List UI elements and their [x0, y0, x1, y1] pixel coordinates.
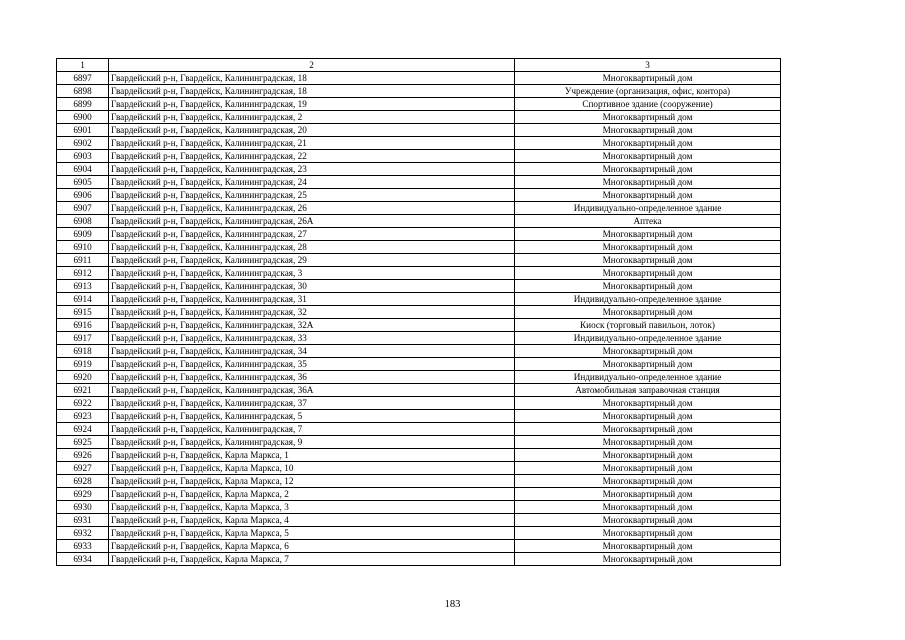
- address-cell: Гвардейский р-н, Гвардейск, Карла Маркса, 4: [109, 514, 515, 527]
- building-type-cell: Многоквартирный дом: [515, 462, 781, 475]
- row-number-cell: 6933: [57, 540, 109, 553]
- row-number-cell: 6931: [57, 514, 109, 527]
- address-cell: Гвардейский р-н, Гвардейск, Калининградская, 32: [109, 306, 515, 319]
- address-cell: Гвардейский р-н, Гвардейск, Калининградская, 26: [109, 202, 515, 215]
- row-number-cell: 6905: [57, 176, 109, 189]
- address-cell: Гвардейский р-н, Гвардейск, Калининградская, 33: [109, 332, 515, 345]
- building-type-cell: Многоквартирный дом: [515, 241, 781, 254]
- address-cell: Гвардейский р-н, Гвардейск, Калининградская, 34: [109, 345, 515, 358]
- buildings-table: [56, 58, 781, 566]
- address-cell: Гвардейский р-н, Гвардейск, Калининградская, 36А: [109, 384, 515, 397]
- table-row: [57, 163, 781, 176]
- table-row: [57, 306, 781, 319]
- building-type-cell: Многоквартирный дом: [515, 358, 781, 371]
- building-type-cell: Многоквартирный дом: [515, 254, 781, 267]
- building-type-cell: Многоквартирный дом: [515, 527, 781, 540]
- address-cell: Гвардейский р-н, Гвардейск, Карла Маркса, 1: [109, 449, 515, 462]
- row-number-cell: 6897: [57, 72, 109, 85]
- building-type-cell: Многоквартирный дом: [515, 410, 781, 423]
- row-number-cell: 6907: [57, 202, 109, 215]
- table-row: [57, 462, 781, 475]
- table-row: [57, 280, 781, 293]
- table-row: [57, 319, 781, 332]
- address-cell: Гвардейский р-н, Гвардейск, Карла Маркса, 12: [109, 475, 515, 488]
- address-cell: Гвардейский р-н, Гвардейск, Калининградская, 30: [109, 280, 515, 293]
- row-number-cell: 6925: [57, 436, 109, 449]
- building-type-cell: Многоквартирный дом: [515, 267, 781, 280]
- table-row: [57, 501, 781, 514]
- row-number-cell: 6914: [57, 293, 109, 306]
- address-cell: Гвардейский р-н, Гвардейск, Калининградская, 35: [109, 358, 515, 371]
- header-row: [57, 59, 781, 72]
- row-number-cell: 6927: [57, 462, 109, 475]
- address-cell: Гвардейский р-н, Гвардейск, Калининградская, 37: [109, 397, 515, 410]
- building-type-cell: Индивидуально-определенное здание: [515, 293, 781, 306]
- building-type-cell: Многоквартирный дом: [515, 397, 781, 410]
- table-row: [57, 514, 781, 527]
- table-row: [57, 189, 781, 202]
- table-row: [57, 553, 781, 566]
- building-type-cell: Многоквартирный дом: [515, 137, 781, 150]
- address-cell: Гвардейский р-н, Гвардейск, Калининградская, 27: [109, 228, 515, 241]
- table-row: [57, 111, 781, 124]
- building-type-cell: Многоквартирный дом: [515, 163, 781, 176]
- table-row: [57, 436, 781, 449]
- page-number: 183: [444, 599, 461, 610]
- building-type-cell: Многоквартирный дом: [515, 124, 781, 137]
- table-row: [57, 72, 781, 85]
- building-type-cell: Многоквартирный дом: [515, 72, 781, 85]
- building-type-cell: Автомобильная заправочная станция: [515, 384, 781, 397]
- row-number-cell: 6906: [57, 189, 109, 202]
- building-type-cell: Киоск (торговый павильон, лоток): [515, 319, 781, 332]
- row-number-cell: 6911: [57, 254, 109, 267]
- row-number-cell: 6919: [57, 358, 109, 371]
- row-number-cell: 6904: [57, 163, 109, 176]
- row-number-cell: 6899: [57, 98, 109, 111]
- address-cell: Гвардейский р-н, Гвардейск, Карла Маркса, 5: [109, 527, 515, 540]
- table-row: [57, 254, 781, 267]
- address-cell: Гвардейский р-н, Гвардейск, Калининградская, 25: [109, 189, 515, 202]
- address-cell: Гвардейский р-н, Гвардейск, Карла Маркса, 2: [109, 488, 515, 501]
- address-cell: Гвардейский р-н, Гвардейск, Калининградская, 21: [109, 137, 515, 150]
- building-type-cell: Многоквартирный дом: [515, 475, 781, 488]
- table-row: [57, 332, 781, 345]
- building-type-cell: Спортивное здание (сооружение): [515, 98, 781, 111]
- row-number-cell: 6898: [57, 85, 109, 98]
- address-cell: Гвардейский р-н, Гвардейск, Калининградская, 3: [109, 267, 515, 280]
- address-cell: Гвардейский р-н, Гвардейск, Карла Маркса, 6: [109, 540, 515, 553]
- building-type-cell: Многоквартирный дом: [515, 306, 781, 319]
- building-type-cell: Многоквартирный дом: [515, 501, 781, 514]
- table-row: [57, 293, 781, 306]
- building-type-cell: Многоквартирный дом: [515, 449, 781, 462]
- table-row: [57, 124, 781, 137]
- address-cell: Гвардейский р-н, Гвардейск, Карла Маркса, 10: [109, 462, 515, 475]
- row-number-cell: 6923: [57, 410, 109, 423]
- table-row: [57, 423, 781, 436]
- address-cell: Гвардейский р-н, Гвардейск, Калининградская, 20: [109, 124, 515, 137]
- table-row: [57, 345, 781, 358]
- row-number-cell: 6924: [57, 423, 109, 436]
- address-cell: Гвардейский р-н, Гвардейск, Калининградская, 28: [109, 241, 515, 254]
- address-cell: Гвардейский р-н, Гвардейск, Калининградская, 31: [109, 293, 515, 306]
- address-cell: Гвардейский р-н, Гвардейск, Калининградская, 18: [109, 72, 515, 85]
- address-cell: Гвардейский р-н, Гвардейск, Калининградская, 36: [109, 371, 515, 384]
- address-cell: Гвардейский р-н, Гвардейск, Калининградская, 18: [109, 85, 515, 98]
- table-row: [57, 449, 781, 462]
- building-type-cell: Многоквартирный дом: [515, 228, 781, 241]
- address-cell: Гвардейский р-н, Гвардейск, Калининградская, 5: [109, 410, 515, 423]
- row-number-cell: 6920: [57, 371, 109, 384]
- address-cell: Гвардейский р-н, Гвардейск, Калининградская, 19: [109, 98, 515, 111]
- building-type-cell: Многоквартирный дом: [515, 189, 781, 202]
- building-type-cell: Учреждение (организация, офис, контора): [515, 85, 781, 98]
- building-type-cell: Индивидуально-определенное здание: [515, 202, 781, 215]
- row-number-cell: 6913: [57, 280, 109, 293]
- table-row: [57, 228, 781, 241]
- row-number-cell: 6903: [57, 150, 109, 163]
- table-header: [57, 59, 781, 72]
- building-type-cell: Многоквартирный дом: [515, 553, 781, 566]
- table-row: [57, 267, 781, 280]
- building-type-cell: Многоквартирный дом: [515, 280, 781, 293]
- row-number-cell: 6932: [57, 527, 109, 540]
- row-number-cell: 6912: [57, 267, 109, 280]
- row-number-cell: 6922: [57, 397, 109, 410]
- building-type-cell: Многоквартирный дом: [515, 111, 781, 124]
- row-number-cell: 6926: [57, 449, 109, 462]
- address-cell: Гвардейский р-н, Гвардейск, Калининградская, 26А: [109, 215, 515, 228]
- address-cell: Гвардейский р-н, Гвардейск, Карла Маркса, 7: [109, 553, 515, 566]
- building-type-cell: Многоквартирный дом: [515, 150, 781, 163]
- building-type-cell: Многоквартирный дом: [515, 514, 781, 527]
- table-row: [57, 371, 781, 384]
- address-cell: Гвардейский р-н, Гвардейск, Калининградская, 9: [109, 436, 515, 449]
- table-row: [57, 241, 781, 254]
- table-row: [57, 397, 781, 410]
- row-number-cell: 6928: [57, 475, 109, 488]
- table-row: [57, 85, 781, 98]
- table-row: [57, 202, 781, 215]
- row-number-cell: 6908: [57, 215, 109, 228]
- address-cell: Гвардейский р-н, Гвардейск, Калининградская, 22: [109, 150, 515, 163]
- table-row: [57, 384, 781, 397]
- building-type-cell: Многоквартирный дом: [515, 345, 781, 358]
- row-number-cell: 6901: [57, 124, 109, 137]
- row-number-cell: 6918: [57, 345, 109, 358]
- table-row: [57, 215, 781, 228]
- column-header-3: 3: [515, 59, 781, 72]
- building-type-cell: Индивидуально-определенное здание: [515, 371, 781, 384]
- table-row: [57, 137, 781, 150]
- row-number-cell: 6934: [57, 553, 109, 566]
- address-cell: Гвардейский р-н, Гвардейск, Калининградская, 23: [109, 163, 515, 176]
- table-row: [57, 475, 781, 488]
- column-header-1: 1: [57, 59, 109, 72]
- table-body: [57, 72, 781, 566]
- table-row: [57, 98, 781, 111]
- row-number-cell: 6900: [57, 111, 109, 124]
- row-number-cell: 6910: [57, 241, 109, 254]
- table-row: [57, 358, 781, 371]
- table-row: [57, 488, 781, 501]
- building-type-cell: Многоквартирный дом: [515, 423, 781, 436]
- column-header-2: 2: [109, 59, 515, 72]
- address-cell: Гвардейский р-н, Гвардейск, Калининградская, 32А: [109, 319, 515, 332]
- row-number-cell: 6930: [57, 501, 109, 514]
- table-row: [57, 540, 781, 553]
- address-cell: Гвардейский р-н, Гвардейск, Калининградская, 7: [109, 423, 515, 436]
- building-type-cell: Многоквартирный дом: [515, 540, 781, 553]
- row-number-cell: 6915: [57, 306, 109, 319]
- address-cell: Гвардейский р-н, Гвардейск, Карла Маркса, 3: [109, 501, 515, 514]
- address-cell: Гвардейский р-н, Гвардейск, Калининградская, 2: [109, 111, 515, 124]
- row-number-cell: 6909: [57, 228, 109, 241]
- row-number-cell: 6916: [57, 319, 109, 332]
- building-type-cell: Индивидуально-определенное здание: [515, 332, 781, 345]
- row-number-cell: 6902: [57, 137, 109, 150]
- building-type-cell: Многоквартирный дом: [515, 436, 781, 449]
- row-number-cell: 6917: [57, 332, 109, 345]
- row-number-cell: 6921: [57, 384, 109, 397]
- table-row: [57, 176, 781, 189]
- table-row: [57, 410, 781, 423]
- address-cell: Гвардейский р-н, Гвардейск, Калининградская, 24: [109, 176, 515, 189]
- address-cell: Гвардейский р-н, Гвардейск, Калининградская, 29: [109, 254, 515, 267]
- building-type-cell: Аптека: [515, 215, 781, 228]
- building-type-cell: Многоквартирный дом: [515, 176, 781, 189]
- table-row: [57, 150, 781, 163]
- table-row: [57, 527, 781, 540]
- building-type-cell: Многоквартирный дом: [515, 488, 781, 501]
- row-number-cell: 6929: [57, 488, 109, 501]
